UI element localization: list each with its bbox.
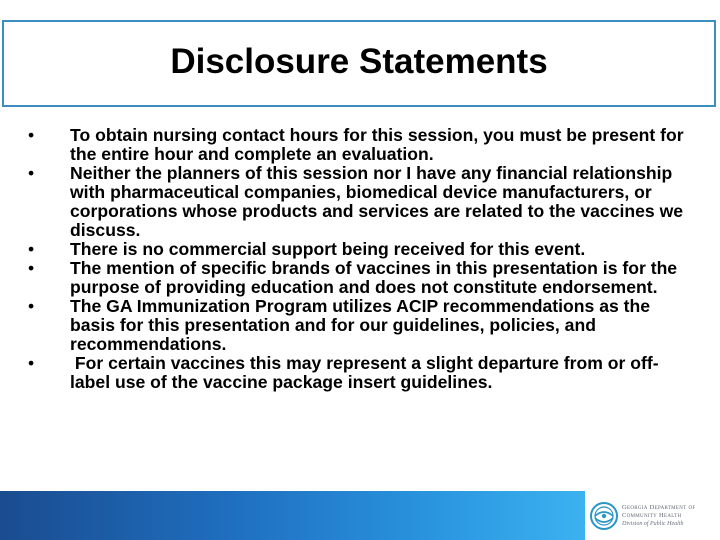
logo-line-1: Georgia Department of [622,503,696,511]
bullet-dot: • [28,239,35,259]
bullet-dot: • [28,125,35,145]
bullet-text: To obtain nursing contact hours for this session, you must be present for the entire hour and complete an evaluation. [70,125,684,164]
bullet-text: There is no commercial support being received for this event. [70,239,586,259]
georgia-dch-emblem-icon [589,501,619,531]
bullet-item [28,259,688,297]
bullet-list [28,126,688,392]
bullet-item [28,297,688,354]
bullet-item [28,164,688,240]
bullet-text: Neither the planners of this session nor I have any financial relationship with pharmaceutical companies, biomedical device manufacturers, or corporations whose products and services are related to the vaccines we discuss. [70,163,684,240]
logo-line-2: Community Health [622,511,682,519]
slide-title: Disclosure Statements [170,41,548,81]
dch-logo [585,491,720,540]
bullet-dot: • [28,296,35,316]
logo-line-3: Division of Public Health [622,520,684,527]
title-box [2,20,716,107]
footer [0,491,720,540]
bullet-item [28,126,688,164]
bullet-text: The mention of specific brands of vaccines in this presentation is for the purpose of providing education and does not constitute endorsement. [70,258,678,297]
footer-gradient-bar [0,491,585,540]
bullet-dot: • [28,258,35,278]
bullet-item [28,240,688,259]
bullet-dot: • [28,163,35,183]
bullet-text: The GA Immunization Program utilizes ACIP recommendations as the basis for this presentation and for our guidelines, policies, and recommendations. [70,296,651,354]
bullet-item [28,354,688,392]
bullet-dot: • [28,353,35,373]
bullet-text: For certain vaccines this may represent a slight departure from or off-label use of the vaccine package insert guidelines. [70,353,659,392]
